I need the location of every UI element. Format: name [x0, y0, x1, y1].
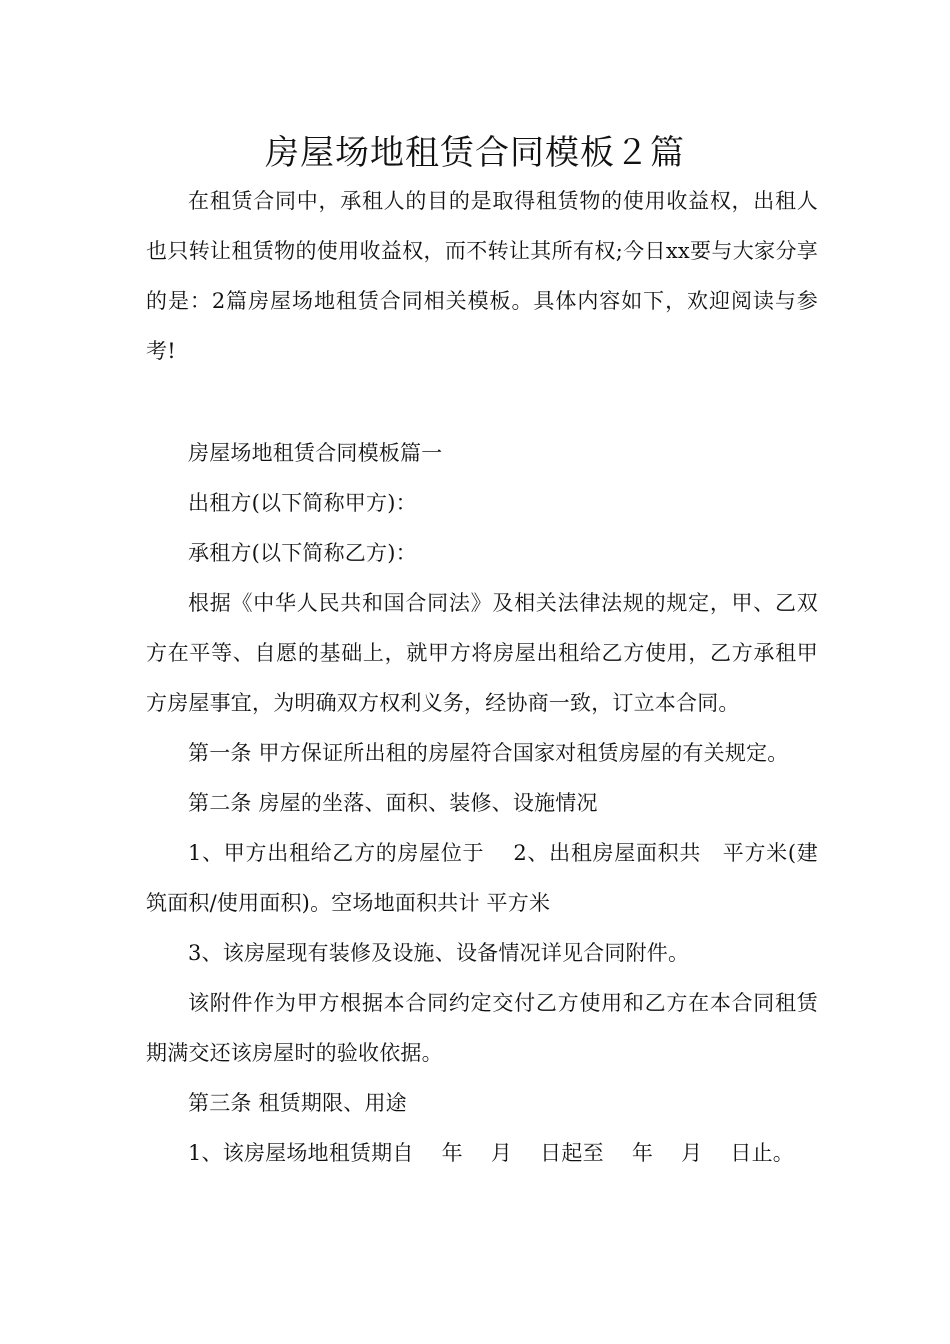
- attachment-paragraph: 该附件作为甲方根据本合同约定交付乙方使用和乙方在本合同租赁期满交还该房屋时的验收依据。: [146, 991, 818, 1065]
- section-heading-template-one: 房屋场地租赁合同模板篇一: [188, 441, 443, 465]
- article-three-item-one: 1、该房屋场地租赁期自 年 月 日起至 年 月 日止。: [188, 1141, 795, 1165]
- paragraph-gap: [146, 376, 818, 428]
- article-two-item-one-two: 1、甲方出租给乙方的房屋位于 2、出租房屋面积共 平方米(建筑面积/使用面积)。空场地面积共计 平方米: [146, 841, 818, 915]
- document-body: [146, 176, 818, 1178]
- contract-basis-paragraph: 根据《中华人民共和国合同法》及相关法律法规的规定，甲、乙双方在平等、自愿的基础上，就甲方将房屋出租给乙方使用，乙方承租甲方房屋事宜，为明确双方权利义务，经协商一致，订立本合同。: [146, 591, 818, 715]
- document-title: 房屋场地租赁合同模板２篇: [265, 133, 685, 173]
- lessee-line: 承租方(以下简称乙方)：: [188, 541, 417, 565]
- article-three-heading: 第三条 租赁期限、用途: [188, 1091, 407, 1115]
- article-two-heading: 第二条 房屋的坐落、面积、装修、设施情况: [188, 791, 598, 815]
- article-one: 第一条 甲方保证所出租的房屋符合国家对租赁房屋的有关规定。: [188, 741, 789, 765]
- intro-paragraph: 在租赁合同中，承租人的目的是取得租赁物的使用收益权，出租人也只转让租赁物的使用收益权，而不转让其所有权;今日xx要与大家分享的是：2篇房屋场地租赁合同相关模板。具体内容如下，欢迎阅读与参考!: [146, 189, 818, 363]
- lessor-line: 出租方(以下简称甲方)：: [188, 491, 417, 515]
- article-two-item-three: 3、该房屋现有装修及设施、设备情况详见合同附件。: [188, 941, 690, 965]
